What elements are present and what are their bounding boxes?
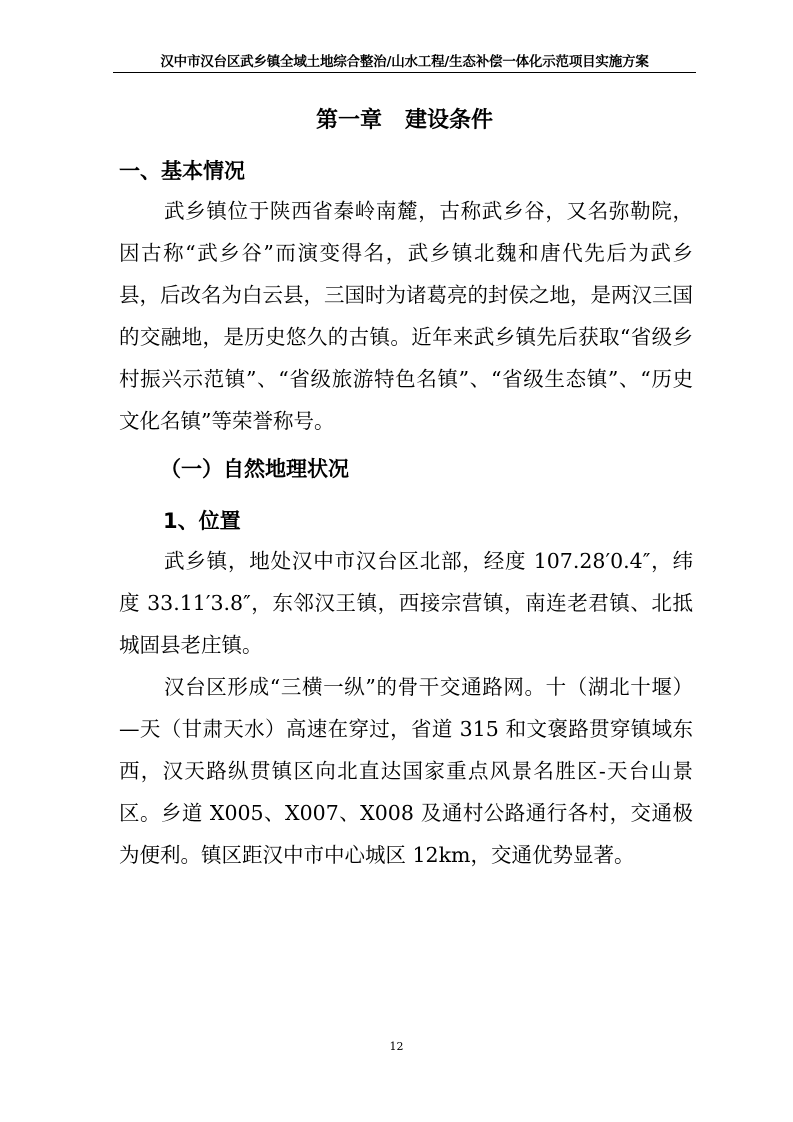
header-divider <box>113 72 696 73</box>
item-heading: 1、位置 <box>163 509 241 533</box>
running-header: 汉中市汉台区武乡镇全域土地综合整治/山水工程/生态补偿一体化示范项目实施方案 <box>160 54 649 70</box>
section-heading: 一、基本情况 <box>119 159 245 183</box>
location-paragraph: 武乡镇，地处汉中市汉台区北部，经度 107.28′0.4″，纬度 33.11′3.8″，东邻汉王镇，西接宗营镇，南连老君镇、北抵城固县老庄镇。 <box>119 549 693 657</box>
intro-paragraph: 武乡镇位于陕西省秦岭南麓，古称武乡谷，又名弥勒院，因古称“武乡谷”而演变得名，武乡镇北魏和唐代先后为武乡县，后改名为白云县，三国时为诸葛亮的封侯之地，是两汉三国的交融地，是历史悠久的古镇。近年来武乡镇先后获取“省级乡村振兴示范镇”、“省级旅游特色名镇”、“省级生态镇”、“历史文化名镇”等荣誉称号。 <box>119 199 693 433</box>
subsection-heading: （一）自然地理状况 <box>160 457 349 481</box>
page-number: 12 <box>389 1040 404 1053</box>
transport-paragraph: 汉台区形成“三横一纵”的骨干交通路网。十（湖北十堰）—天（甘肃天水）高速在穿过，省道 315 和文褒路贯穿镇域东西，汉天路纵贯镇区向北直达国家重点风景名胜区-天台山景区。乡道 X005、X007、X008 及通村公路通行各村，交通极为便利。镇区距汉中市中心城区 12km，交通优势显著。 <box>119 675 693 867</box>
chapter-title: 第一章 建设条件 <box>316 108 493 133</box>
